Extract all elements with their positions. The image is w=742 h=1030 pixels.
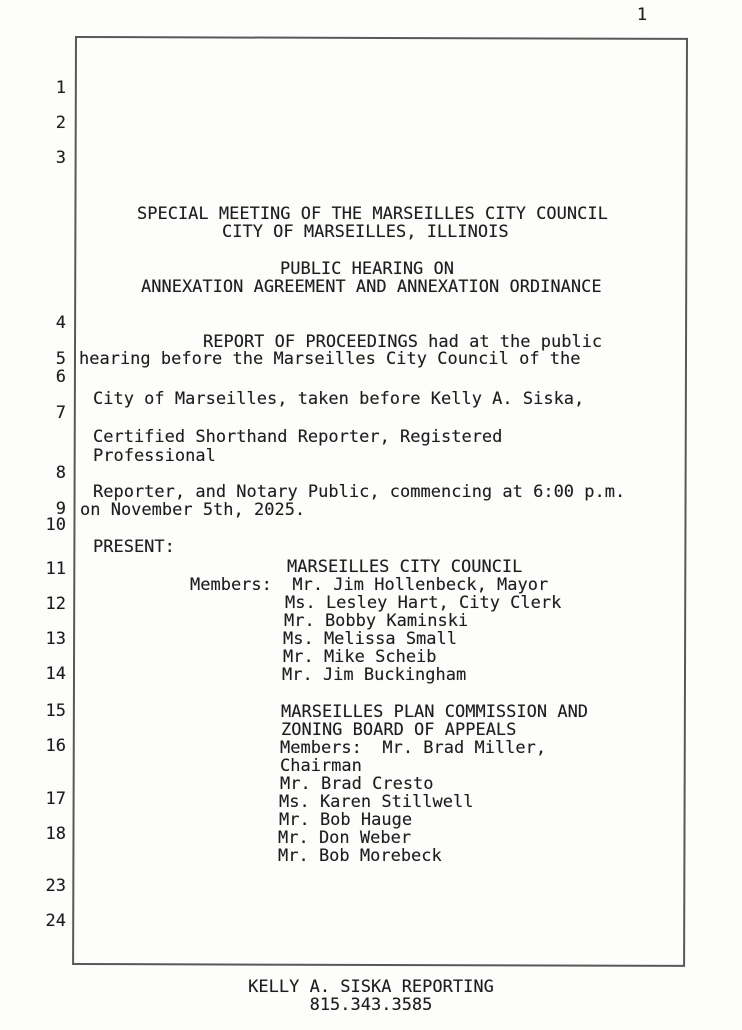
transcript-line: Mr. Jim Buckingham [282,665,467,685]
transcript-line: hearing before the Marseilles City Council of the [79,349,581,369]
line-number: 8 [55,463,66,483]
footer-phone: 815.343.3585 [309,995,433,1015]
transcript-line: Members: Mr. Jim Hollenbeck, Mayor [190,575,549,595]
line-number: 11 [45,559,66,579]
transcript-line: Professional [93,446,216,466]
line-number: 13 [45,629,66,649]
transcript-line: Members: Mr. Brad Miller, [280,738,547,758]
transcript-line: REPORT OF PROCEEDINGS had at the public [203,332,603,352]
transcript-line: Mr. Mike Scheib [283,647,437,667]
transcript-line: Ms. Lesley Hart, City Clerk [285,593,562,613]
transcript-line: Mr. Bob Hauge [279,810,413,830]
transcript-line: Mr. Bob Morebeck [278,846,442,866]
transcript-line: Chairman [280,756,362,776]
line-number: 3 [55,148,66,168]
line-number: 15 [45,701,66,721]
footer-reporter-name: KELLY A. SISKA REPORTING [248,977,494,997]
line-number: 14 [45,664,66,684]
line-number: 2 [55,113,66,133]
line-number: 10 [45,515,66,535]
transcript-line: Mr. Brad Cresto [280,774,434,794]
line-number: 16 [45,736,66,756]
title-line: CITY OF MARSEILLES, ILLINOIS [222,222,509,242]
title-line: ANNEXATION AGREEMENT AND ANNEXATION ORDINANCE [141,277,602,297]
transcript-line: Certified Shorthand Reporter, Registered [93,427,503,447]
transcript-line: Mr. Bobby Kaminski [284,611,469,631]
transcript-line: MARSEILLES CITY COUNCIL [287,557,523,577]
line-number: 12 [45,594,66,614]
line-number: 5 [55,349,66,369]
title-line: SPECIAL MEETING OF THE MARSEILLES CITY COUNCIL [137,204,608,224]
line-number: 4 [55,313,66,333]
line-number: 17 [45,789,66,809]
transcript-line: Ms. Melissa Small [283,629,457,649]
page-number: 1 [636,5,648,25]
transcript-line: ZONING BOARD OF APPEALS [281,720,517,740]
line-number: 9 [55,499,66,519]
transcript-line: Reporter, and Notary Public, commencing at 6:00 p.m. [93,482,626,502]
title-line: PUBLIC HEARING ON [280,259,454,279]
line-number: 7 [55,403,66,423]
transcript-line: PRESENT: [93,537,175,557]
line-number: 6 [55,367,66,387]
line-number: 24 [45,911,66,931]
line-number: 1 [55,78,66,98]
line-number: 18 [45,824,66,844]
transcript-line: City of Marseilles, taken before Kelly A. Siska, [93,389,585,409]
transcript-line: Ms. Karen Stillwell [279,792,474,812]
transcript-line: on November 5th, 2025. [80,500,306,520]
line-number: 23 [45,876,66,896]
transcript-line: MARSEILLES PLAN COMMISSION AND [281,702,589,722]
transcript-line: Mr. Don Weber [278,828,412,848]
